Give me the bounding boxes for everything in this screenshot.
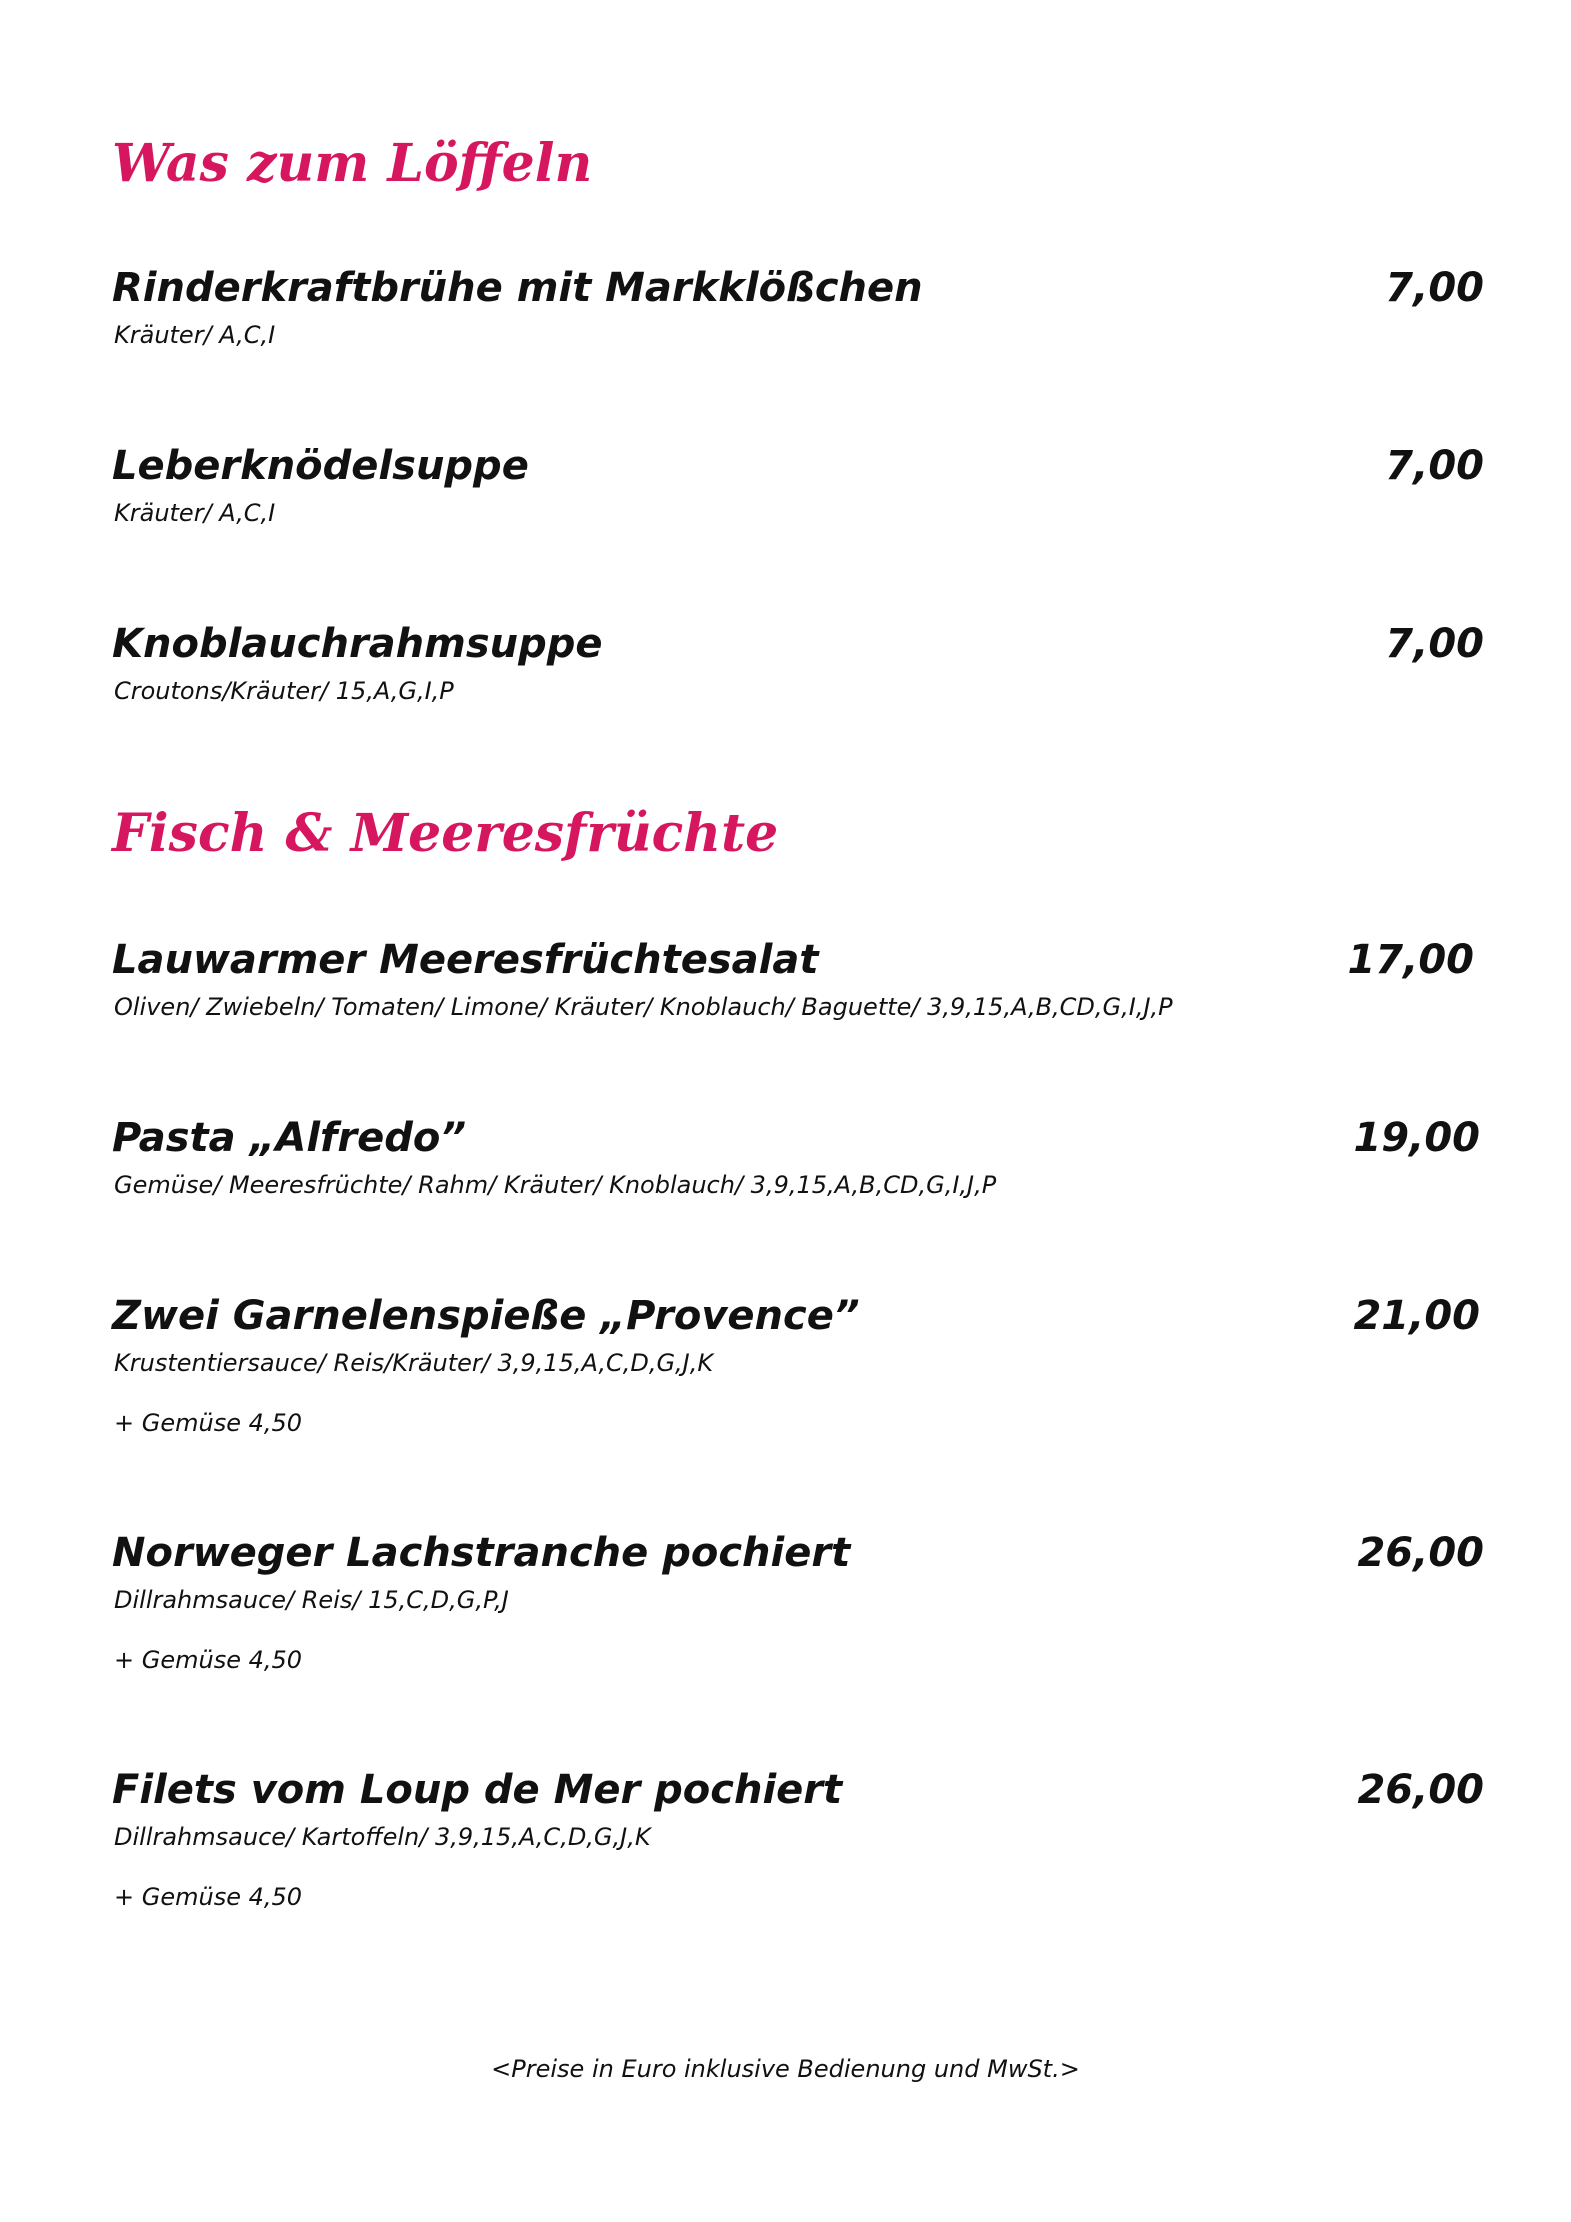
- menu-item-description: Dillrahmsauce/ Kartoffeln/ 3,9,15,A,C,D,G,J,K: [114, 1823, 651, 1851]
- menu-item-name: Zwei Garnelenspieße „Provence”: [112, 1293, 860, 1339]
- menu-item-name: Norweger Lachstranche pochiert: [112, 1530, 851, 1576]
- menu-item-description: Dillrahmsauce/ Reis/ 15,C,D,G,P,J: [114, 1586, 509, 1614]
- menu-item-description: Kräuter/ A,C,I: [114, 321, 276, 349]
- menu-item-price: 7,00: [1385, 621, 1484, 667]
- menu-item-price: 7,00: [1385, 443, 1484, 489]
- section-title-fish: Fisch & Meeresfrüchte: [112, 803, 779, 864]
- menu-item-description: Oliven/ Zwiebeln/ Tomaten/ Limone/ Kräuter/ Knoblauch/ Baguette/ 3,9,15,A,B,CD,G,I,J,P: [114, 993, 1173, 1021]
- menu-item-loup-de-mer: [112, 1764, 1484, 1911]
- menu-item-name: Lauwarmer Meeresfrüchtesalat: [112, 937, 819, 983]
- section-title-soups: Was zum Löffeln: [112, 133, 593, 194]
- menu-item-price: 26,00: [1357, 1530, 1484, 1576]
- menu-item-meeresfruechtesalat: [112, 934, 1484, 1021]
- menu-item-price: 21,00: [1353, 1293, 1480, 1339]
- price-note: <Preise in Euro inklusive Bedienung und MwSt.>: [491, 2055, 1080, 2083]
- menu-item-description: Krustentiersauce/ Reis/Kräuter/ 3,9,15,A,C,D,G,J,K: [114, 1349, 714, 1377]
- menu-item-lachstranche: [112, 1527, 1484, 1674]
- menu-item-garnelenspiesse: [112, 1290, 1484, 1437]
- menu-item-rinderkraftbruehe: [112, 262, 1484, 349]
- menu-item-name: Rinderkraftbrühe mit Markklößchen: [112, 265, 923, 311]
- menu-item-name: Knoblauchrahmsuppe: [112, 621, 603, 667]
- menu-item-extra: + Gemüse 4,50: [114, 1883, 303, 1911]
- menu-item-knoblauchrahmsuppe: [112, 618, 1484, 705]
- menu-item-description: Gemüse/ Meeresfrüchte/ Rahm/ Kräuter/ Knoblauch/ 3,9,15,A,B,CD,G,I,J,P: [114, 1171, 997, 1199]
- menu-item-name: Leberknödelsuppe: [112, 443, 529, 489]
- menu-item-leberknoedelsuppe: [112, 440, 1484, 527]
- menu-item-price: 17,00: [1347, 937, 1474, 983]
- menu-item-description: Kräuter/ A,C,I: [114, 499, 276, 527]
- menu-item-price: 19,00: [1353, 1115, 1480, 1161]
- menu-item-price: 26,00: [1357, 1767, 1484, 1813]
- menu-item-extra: + Gemüse 4,50: [114, 1646, 303, 1674]
- menu-item-name: Pasta „Alfredo”: [112, 1115, 467, 1161]
- menu-item-description: Croutons/Kräuter/ 15,A,G,I,P: [114, 677, 454, 705]
- menu-item-price: 7,00: [1385, 265, 1484, 311]
- menu-item-name: Filets vom Loup de Mer pochiert: [112, 1767, 843, 1813]
- menu-item-pasta-alfredo: [112, 1112, 1484, 1199]
- menu-item-extra: + Gemüse 4,50: [114, 1409, 303, 1437]
